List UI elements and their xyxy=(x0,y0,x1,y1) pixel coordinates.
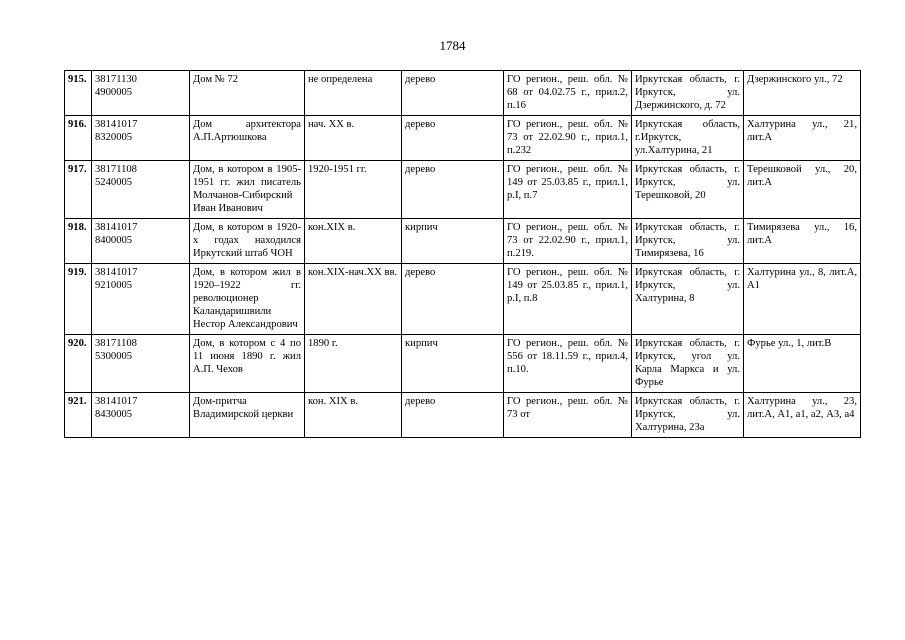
object-date: не определена xyxy=(305,71,402,116)
registry-code-part2: 5240005 xyxy=(95,177,133,188)
object-location: Терешковой ул., 20, лит.А xyxy=(744,161,861,219)
protection-document: ГО регион., реш. обл. № 68 от 04.02.75 г., прил.2, п.16 xyxy=(504,71,632,116)
row-number: 920. xyxy=(65,335,92,393)
object-name: Дом № 72 xyxy=(190,71,305,116)
registry-code-part2: 8400005 xyxy=(95,235,133,246)
object-date: 1920-1951 гг. xyxy=(305,161,402,219)
protection-document: ГО регион., реш. обл. № 73 от 22.02.90 г., прил.1, п.219. xyxy=(504,219,632,264)
protection-document: ГО регион., реш. обл. № 149 от 25.03.85 г., прил.1, р.I, п.8 xyxy=(504,264,632,335)
registry-code-part2: 4900005 xyxy=(95,87,133,98)
object-material: кирпич xyxy=(402,335,504,393)
object-address: Иркутская область, г. Иркутск, ул. Тимирязева, 16 xyxy=(632,219,744,264)
object-name: Дом, в котором жил в 1920–1922 гг. революционер Каландаришвили Нестор Александрович xyxy=(190,264,305,335)
object-name: Дом, в котором с 4 по 11 июня 1890 г. жил А.П. Чехов xyxy=(190,335,305,393)
object-date: кон. XIX в. xyxy=(305,393,402,438)
registry-code-part2: 9210005 xyxy=(95,280,133,291)
object-address: Иркутская область, г.Иркутск, ул.Халтурина, 21 xyxy=(632,116,744,161)
object-address: Иркутская область, г. Иркутск, ул. Дзержинского, д. 72 xyxy=(632,71,744,116)
object-name: Дом, в котором в 1905-1951 гг. жил писатель Молчанов-Сибирский Иван Иванович xyxy=(190,161,305,219)
row-number: 918. xyxy=(65,219,92,264)
object-address: Иркутская область, г. Иркутск, угол ул. Карла Маркса и ул. Фурье xyxy=(632,335,744,393)
registry-code-part1: 38141017 xyxy=(95,119,138,130)
object-material: дерево xyxy=(402,264,504,335)
row-number: 916. xyxy=(65,116,92,161)
registry-code xyxy=(92,393,190,438)
object-date: кон.XIX в. xyxy=(305,219,402,264)
object-date: 1890 г. xyxy=(305,335,402,393)
registry-code xyxy=(92,219,190,264)
registry-code xyxy=(92,264,190,335)
row-number: 919. xyxy=(65,264,92,335)
registry-code-part1: 38141017 xyxy=(95,222,138,233)
object-address: Иркутская область, г. Иркутск, ул. Халтурина, 8 xyxy=(632,264,744,335)
registry-code-part1: 38141017 xyxy=(95,267,138,278)
registry-code-part2: 8430005 xyxy=(95,409,133,420)
registry-code xyxy=(92,116,190,161)
object-location: Фурье ул., 1, лит.В xyxy=(744,335,861,393)
object-address: Иркутская область, г. Иркутск, ул. Халтурина, 23а xyxy=(632,393,744,438)
table-row xyxy=(65,219,861,264)
page-number: 1784 xyxy=(439,38,466,53)
object-date: нач. XX в. xyxy=(305,116,402,161)
registry-code-part1: 38171130 xyxy=(95,74,137,85)
object-material: дерево xyxy=(402,116,504,161)
registry-code-part2: 5300005 xyxy=(95,351,133,362)
registry-code xyxy=(92,71,190,116)
object-location: Халтурина ул., 8, лит.А, А1 xyxy=(744,264,861,335)
object-material: дерево xyxy=(402,71,504,116)
table-row xyxy=(65,335,861,393)
table-row xyxy=(65,161,861,219)
row-number: 921. xyxy=(65,393,92,438)
object-material: кирпич xyxy=(402,219,504,264)
object-address: Иркутская область, г. Иркутск, ул. Терешковой, 20 xyxy=(632,161,744,219)
object-location: Тимирязева ул., 16, лит.А xyxy=(744,219,861,264)
protection-document: ГО регион., реш. обл. № 73 от 22.02.90 г., прил.1, п.232 xyxy=(504,116,632,161)
object-location: Дзержинского ул., 72 xyxy=(744,71,861,116)
heritage-registry-table xyxy=(64,70,861,438)
registry-code xyxy=(92,161,190,219)
registry-code-part2: 8320005 xyxy=(95,132,133,143)
registry-code-part1: 38171108 xyxy=(95,164,137,175)
table-row xyxy=(65,71,861,116)
protection-document: ГО регион., реш. обл. № 149 от 25.03.85 г., прил.1, р.I, п.7 xyxy=(504,161,632,219)
object-material: дерево xyxy=(402,393,504,438)
object-name: Дом-притча Владимирской церкви xyxy=(190,393,305,438)
object-location: Халтурина ул., 23, лит.А, А1, а1, а2, А3, а4 xyxy=(744,393,861,438)
protection-document: ГО регион., реш. обл. № 556 от 18.11.59 г., прил.4, п.10. xyxy=(504,335,632,393)
registry-code-part1: 38141017 xyxy=(95,396,138,407)
row-number: 915. xyxy=(65,71,92,116)
table-row xyxy=(65,116,861,161)
registry-code-part1: 38171108 xyxy=(95,338,137,349)
object-material: дерево xyxy=(402,161,504,219)
table-row xyxy=(65,393,861,438)
row-number: 917. xyxy=(65,161,92,219)
object-name: Дом, в котором в 1920-х годах находился Иркутский штаб ЧОН xyxy=(190,219,305,264)
object-date: кон.XIX-нач.XX вв. xyxy=(305,264,402,335)
object-name: Дом архитектора А.П.Артюшкова xyxy=(190,116,305,161)
table-row xyxy=(65,264,861,335)
protection-document: ГО регион., реш. обл. № 73 от xyxy=(504,393,632,438)
registry-code xyxy=(92,335,190,393)
object-location: Халтурина ул., 21, лит.А xyxy=(744,116,861,161)
